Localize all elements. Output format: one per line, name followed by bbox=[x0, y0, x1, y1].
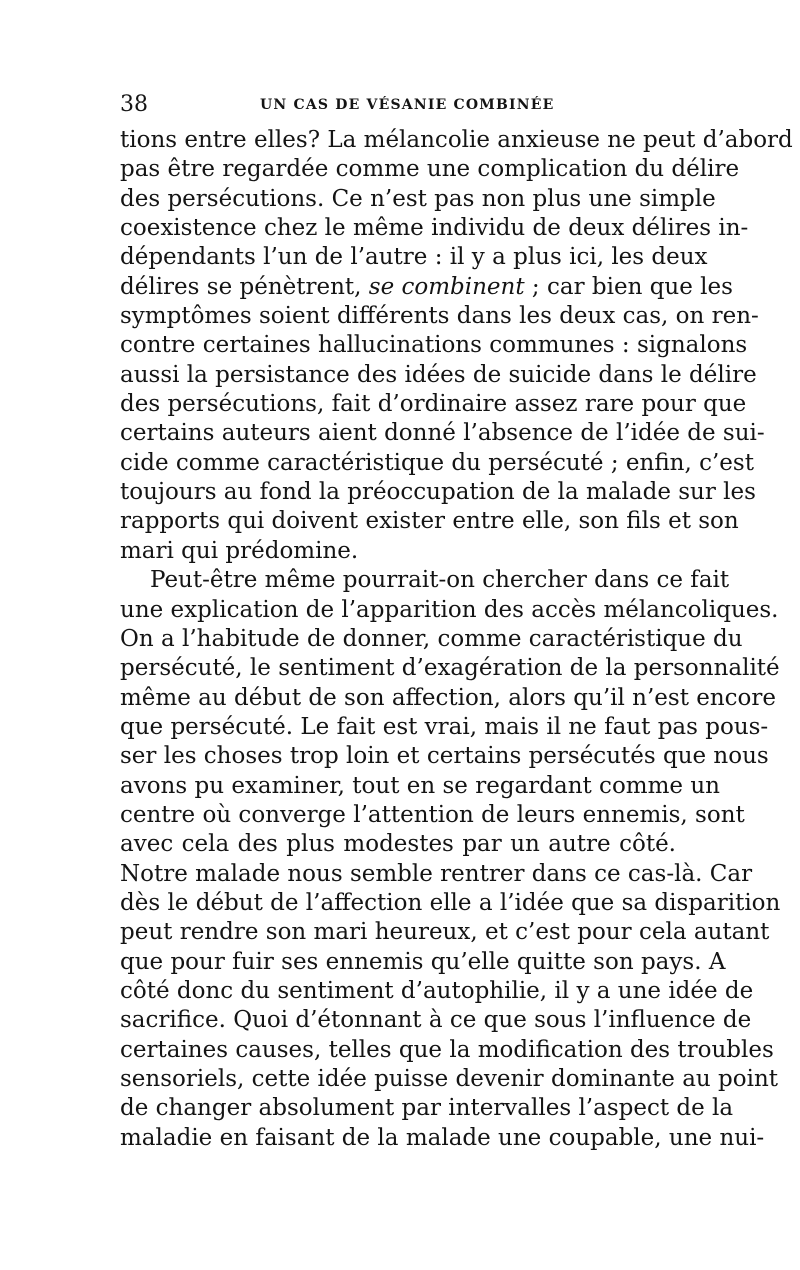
text-line: côté donc du sentiment d’autophilie, il y a une idée de bbox=[120, 977, 754, 1004]
text-line: des persécutions. Ce n’est pas non plus une simple bbox=[120, 185, 716, 212]
text-line: contre certaines hallucinations communes : signalons bbox=[120, 332, 748, 359]
running-title: UN CAS DE VÉSANIE COMBINÉE bbox=[260, 97, 555, 113]
text-line: sensoriels, cette idée puisse devenir dominante au point bbox=[120, 1066, 779, 1092]
running-head bbox=[120, 90, 680, 120]
text-line: peut rendre son mari heureux, et c’est pour cela autant bbox=[120, 919, 770, 946]
text-segment: ; car bien que les bbox=[524, 273, 733, 300]
text-line: même au début de son affection, alors qu’il n’est encore bbox=[120, 684, 777, 711]
text-line: tions entre elles? La mélancolie anxieuse ne peut d’abord bbox=[120, 127, 793, 153]
text-line: ser les choses trop loin et certains persécutés que nous bbox=[120, 743, 769, 770]
text-line: sacrifice. Quoi d’étonnant à ce que sous l’influence de bbox=[120, 1007, 752, 1034]
text-line: maladie en faisant de la malade une coupable, une nui- bbox=[120, 1124, 765, 1151]
text-line: symptômes soient différents dans les deux cas, on ren- bbox=[120, 303, 759, 330]
text-line: mari qui prédomine. bbox=[120, 537, 359, 564]
text-line: que persécuté. Le fait est vrai, mais il ne faut pas pous- bbox=[120, 713, 769, 740]
text-line: dès le début de l’affection elle a l’idée que sa disparition bbox=[120, 889, 781, 916]
text-line: que pour fuir ses ennemis qu’elle quitte son pays. A bbox=[120, 948, 726, 975]
body-text bbox=[120, 126, 793, 1153]
text-line: certaines causes, telles que la modification des troubles bbox=[120, 1036, 774, 1063]
text-line: avec cela des plus modestes par un autre côté. bbox=[120, 831, 676, 858]
text-line: dépendants l’un de l’autre : il y a plus ici, les deux bbox=[120, 244, 708, 271]
text-line: rapports qui doivent exister entre elle, son fils et son bbox=[120, 508, 739, 535]
text-line bbox=[120, 273, 733, 302]
text-line: Peut-être même pourrait-on chercher dans ce fait bbox=[150, 567, 730, 594]
emphasis-text: se combinent bbox=[368, 273, 525, 300]
text-line: une explication de l’apparition des accès mélancoliques. bbox=[120, 596, 779, 623]
text-line: avons pu examiner, tout en se regardant comme un bbox=[120, 772, 720, 799]
page-number: 38 bbox=[120, 92, 148, 117]
text-line: des persécutions, fait d’ordinaire assez rare pour que bbox=[120, 391, 747, 418]
text-line: pas être regardée comme une complication du délire bbox=[120, 156, 740, 183]
text-line: Notre malade nous semble rentrer dans ce cas-là. Car bbox=[120, 860, 753, 887]
text-line: centre où converge l’attention de leurs ennemis, sont bbox=[120, 801, 745, 828]
text-line: aussi la persistance des idées de suicide dans le délire bbox=[120, 361, 757, 388]
text-segment: délires se pénètrent, bbox=[120, 273, 369, 300]
text-line: toujours au fond la préoccupation de la malade sur les bbox=[120, 479, 756, 506]
text-line: coexistence chez le même individu de deux délires in- bbox=[120, 215, 749, 242]
paragraph-1 bbox=[120, 126, 793, 566]
text-line: On a l’habitude de donner, comme caractéristique du bbox=[120, 625, 743, 652]
paragraph-2 bbox=[120, 566, 781, 1153]
text-line: certains auteurs aient donné l’absence de l’idée de sui- bbox=[120, 420, 765, 447]
text-line: de changer absolument par intervalles l’aspect de la bbox=[120, 1095, 734, 1122]
text-line: persécuté, le sentiment d’exagération de la personnalité bbox=[120, 655, 780, 682]
text-line: cide comme caractéristique du persécuté ; enfin, c’est bbox=[120, 449, 754, 476]
